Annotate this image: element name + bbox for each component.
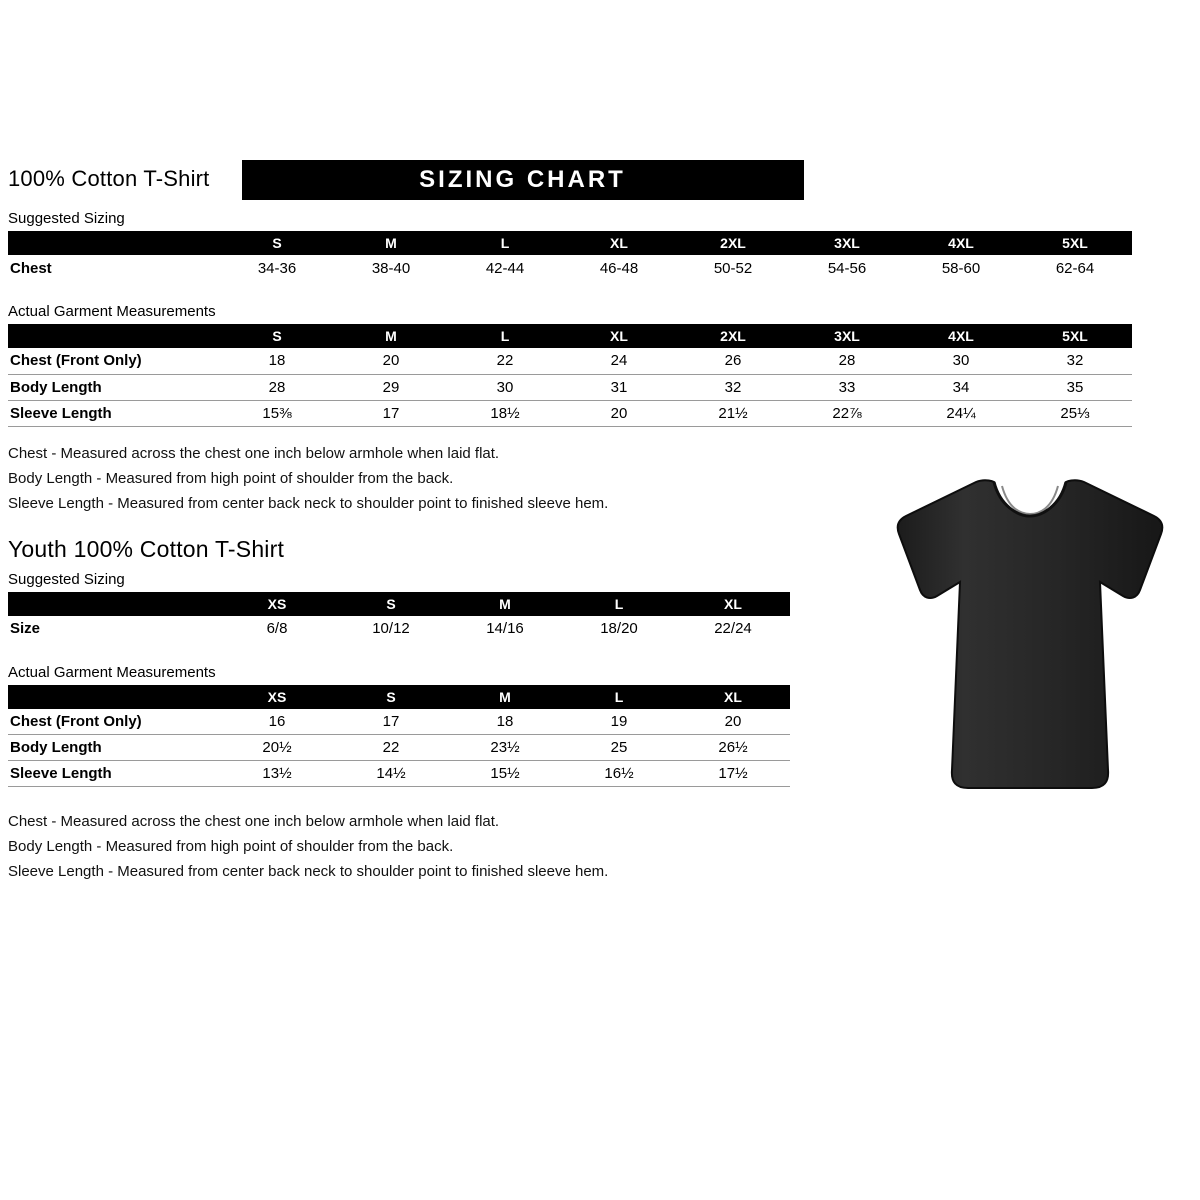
- table-cell: 18: [496, 712, 514, 730]
- header-cell: 5XL: [1062, 235, 1088, 251]
- header-cell: XS: [267, 688, 287, 705]
- header-cell: [8, 592, 220, 616]
- table-row: [8, 374, 1132, 400]
- row-label: Sleeve Length: [10, 765, 112, 782]
- black-t-shirt-icon: [890, 470, 1170, 810]
- adult-actual-measurements-table: [8, 324, 1132, 427]
- header-cell: M: [385, 235, 397, 251]
- header-cell: M: [385, 328, 397, 344]
- adult-title-row: [8, 160, 1138, 202]
- note-body-length: Body Length - Measured from high point of shoulder from the back.: [8, 469, 454, 487]
- table-cell: 29: [382, 378, 400, 396]
- table-cell: 14/16: [486, 620, 524, 637]
- header-cell: S: [272, 235, 282, 251]
- table-cell: 16: [268, 712, 286, 730]
- table-cell: 25⅓: [1060, 404, 1090, 422]
- table-cell: 31: [610, 378, 628, 396]
- youth-actual-measurements-label: Actual Garment Measurements: [8, 663, 216, 681]
- table-cell: 18½: [490, 404, 520, 422]
- table-cell: 17: [382, 404, 400, 422]
- product-image: [890, 470, 1170, 810]
- header-cell: 2XL: [720, 235, 746, 251]
- table-cell: 38-40: [371, 259, 411, 277]
- header-cell: M: [499, 595, 511, 612]
- row-label: Sleeve Length: [10, 404, 112, 422]
- table-row: [8, 616, 790, 642]
- table-cell: 54-56: [827, 259, 867, 277]
- youth-suggested-sizing-label: Suggested Sizing: [8, 570, 125, 588]
- table-cell: 18: [268, 352, 286, 370]
- note-chest: Chest - Measured across the chest one inch below armhole when laid flat.: [8, 813, 500, 830]
- adult-suggested-sizing-table: [8, 231, 1132, 281]
- table-row: [8, 400, 1132, 426]
- row-label: Body Length: [10, 378, 102, 396]
- table-cell: 20: [610, 404, 628, 422]
- table-cell: 15½: [490, 765, 520, 782]
- note-sleeve-length: Sleeve Length - Measured from center back neck to shoulder point to finished sleeve hem.: [8, 863, 609, 880]
- table-cell: 32: [1066, 352, 1084, 370]
- header-cell: S: [272, 328, 282, 344]
- header-cell: S: [386, 688, 396, 705]
- header-cell: M: [499, 688, 511, 705]
- table-cell: 19: [610, 712, 628, 730]
- table-row: [8, 735, 790, 761]
- header-cell: 5XL: [1062, 328, 1088, 344]
- table-cell: 34: [952, 378, 970, 396]
- table-cell: 20: [724, 712, 742, 730]
- table-row: [8, 255, 1132, 281]
- table-cell: 62-64: [1055, 259, 1095, 277]
- table-cell: 32: [724, 378, 742, 396]
- table-cell: 16½: [604, 765, 634, 782]
- youth-notes: [8, 809, 1138, 884]
- youth-actual-measurements-table: [8, 685, 790, 788]
- table-cell: 28: [838, 352, 856, 370]
- header-cell: 2XL: [720, 328, 746, 344]
- header-cell: XL: [610, 328, 628, 344]
- table-cell: 33: [838, 378, 856, 396]
- table-cell: 22⅞: [832, 404, 862, 422]
- header-cell: [8, 231, 220, 255]
- header-cell: L: [500, 235, 510, 251]
- table-cell: 24¼: [946, 404, 976, 422]
- note-body-length: Body Length - Measured from high point of shoulder from the back.: [8, 838, 454, 855]
- table-cell: 35: [1066, 378, 1084, 396]
- table-cell: 23½: [490, 739, 520, 756]
- table-cell: 30: [952, 352, 970, 370]
- table-cell: 26½: [718, 739, 748, 756]
- table-cell: 25: [610, 739, 628, 756]
- table-cell: 50-52: [713, 259, 753, 277]
- table-cell: 21½: [718, 404, 748, 422]
- table-cell: 10/12: [372, 620, 410, 637]
- header-cell: XL: [724, 688, 742, 705]
- header-cell: XL: [724, 595, 742, 612]
- adult-actual-measurements-label: Actual Garment Measurements: [8, 303, 216, 320]
- table-cell: 14½: [376, 765, 406, 782]
- table-cell: 30: [496, 378, 514, 396]
- row-label: Chest (Front Only): [10, 352, 142, 370]
- table-header-row: [8, 324, 1132, 348]
- table-cell: 26: [724, 352, 742, 370]
- table-cell: 6/8: [266, 620, 288, 637]
- header-cell: 4XL: [948, 235, 974, 251]
- table-cell: 34-36: [257, 259, 297, 277]
- row-label: Chest (Front Only): [10, 712, 142, 730]
- header-cell: 3XL: [834, 235, 860, 251]
- header-cell: S: [386, 595, 396, 612]
- table-cell: 17: [382, 712, 400, 730]
- table-cell: 22: [496, 352, 514, 370]
- table-row: [8, 348, 1132, 374]
- row-label: Body Length: [10, 739, 102, 756]
- table-cell: 24: [610, 352, 628, 370]
- table-cell: 28: [268, 378, 286, 396]
- row-label: Size: [10, 620, 41, 637]
- header-cell: L: [500, 328, 510, 344]
- header-cell: XS: [267, 595, 287, 612]
- row-label: Chest: [10, 259, 52, 277]
- header-cell: L: [614, 688, 624, 705]
- table-cell: 15⅜: [262, 404, 292, 422]
- table-cell: 58-60: [941, 259, 981, 277]
- table-cell: 46-48: [599, 259, 639, 277]
- header-cell: [8, 324, 220, 348]
- table-header-row: [8, 231, 1132, 255]
- table-header-row: [8, 685, 790, 709]
- table-cell: 13½: [262, 765, 292, 782]
- note-sleeve-length: Sleeve Length - Measured from center back neck to shoulder point to finished sleeve hem.: [8, 494, 609, 512]
- youth-section-title: Youth 100% Cotton T-Shirt: [8, 535, 285, 562]
- header-cell: L: [614, 595, 624, 612]
- adult-suggested-sizing-label: Suggested Sizing: [8, 210, 125, 227]
- header-cell: 4XL: [948, 328, 974, 344]
- table-cell: 20: [382, 352, 400, 370]
- table-cell: 18/20: [600, 620, 638, 637]
- header-cell: XL: [610, 235, 628, 251]
- table-row: [8, 761, 790, 787]
- header-cell: [8, 685, 220, 709]
- note-chest: Chest - Measured across the chest one inch below armhole when laid flat.: [8, 444, 500, 462]
- sizing-chart-banner: SIZING CHART: [242, 160, 804, 200]
- table-cell: 22: [382, 739, 400, 756]
- table-cell: 42-44: [485, 259, 525, 277]
- youth-suggested-sizing-table: [8, 592, 790, 642]
- table-cell: 17½: [718, 765, 748, 782]
- table-cell: 22/24: [714, 620, 752, 637]
- table-header-row: [8, 592, 790, 616]
- header-cell: 3XL: [834, 328, 860, 344]
- adult-section-title: 100% Cotton T-Shirt: [8, 166, 210, 191]
- table-cell: 20½: [262, 739, 292, 756]
- table-row: [8, 709, 790, 735]
